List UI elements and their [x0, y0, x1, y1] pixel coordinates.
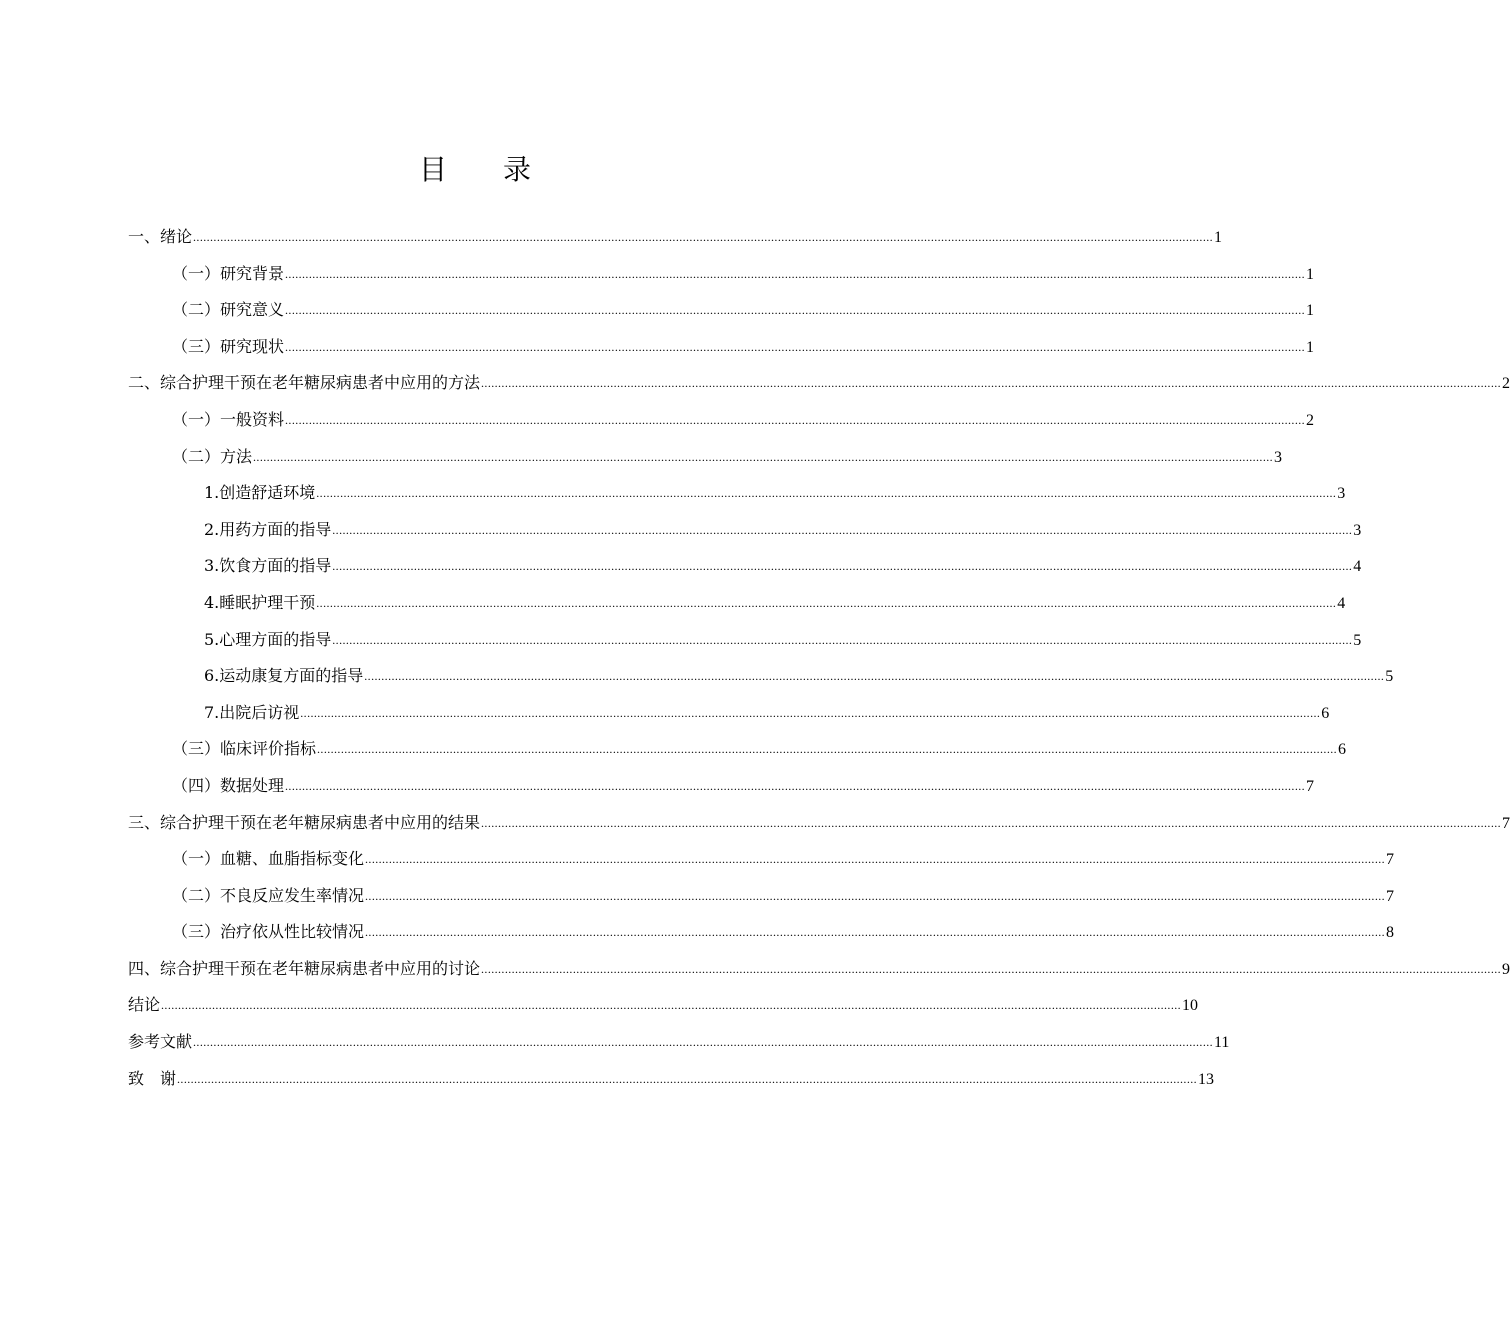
toc-leader-dots: ............................................................................................................................................................................................................................................................................................................ [253, 449, 1274, 464]
toc-entry-page: 1 [1306, 302, 1315, 320]
toc-entry[interactable] [128, 658, 1394, 695]
toc-entry-label: 结论 [128, 995, 161, 1015]
toc-leader-dots: ............................................................................................................................................................................................................................................................................................................ [285, 303, 1306, 318]
toc-entry-label: （三）研究现状 [172, 336, 285, 356]
toc-leader-dots: ............................................................................................................................................................................................................................................................................................................ [364, 669, 1385, 684]
toc-entry-page: 8 [1386, 924, 1395, 942]
toc-entry[interactable] [128, 292, 1315, 329]
toc-leader-dots: ............................................................................................................................................................................................................................................................................................................ [481, 961, 1502, 976]
toc-leader-dots: ............................................................................................................................................................................................................................................................................................................ [161, 998, 1182, 1013]
toc-entry-page: 5 [1385, 668, 1394, 686]
toc-entry[interactable] [128, 329, 1315, 366]
toc-entry-label: （三）治疗依从性比较情况 [172, 922, 365, 942]
toc-entry[interactable] [128, 548, 1362, 585]
toc-entry-label: （二）方法 [172, 446, 253, 466]
toc-entry-page: 3 [1337, 485, 1346, 503]
toc-leader-dots: ............................................................................................................................................................................................................................................................................................................ [316, 595, 1337, 610]
toc-leader-dots: ............................................................................................................................................................................................................................................................................................................ [317, 742, 1338, 757]
toc-entry-page: 7 [1502, 814, 1510, 832]
toc-entry[interactable] [128, 878, 1395, 915]
toc-entry-page: 2 [1502, 375, 1510, 393]
toc-leader-dots: ............................................................................................................................................................................................................................................................................................................ [332, 632, 1353, 647]
toc-entry-page: 1 [1306, 338, 1315, 356]
toc-entry-label: 7.出院后访视 [204, 702, 300, 722]
toc-entry-label: 二、综合护理干预在老年糖尿病患者中应用的方法 [128, 373, 481, 393]
toc-leader-dots: ............................................................................................................................................................................................................................................................................................................ [285, 266, 1306, 281]
toc-entry-page: 7 [1386, 887, 1395, 905]
toc-entry[interactable] [128, 585, 1346, 622]
toc-leader-dots: ............................................................................................................................................................................................................................................................................................................ [316, 486, 1337, 501]
toc-entry-page: 9 [1502, 960, 1510, 978]
toc-entry[interactable] [128, 987, 1199, 1024]
toc-entry[interactable] [128, 805, 1510, 842]
toc-entry-page: 13 [1198, 1070, 1215, 1088]
toc-entry-label: （一）一般资料 [172, 409, 285, 429]
toc-entry[interactable] [128, 768, 1315, 805]
toc-entry[interactable] [128, 402, 1315, 439]
toc-entry[interactable] [128, 695, 1330, 732]
toc-entry-page: 6 [1321, 704, 1330, 722]
toc-entry[interactable] [128, 219, 1223, 256]
toc-leader-dots: ............................................................................................................................................................................................................................................................................................................ [285, 778, 1306, 793]
toc-entry-label: （一）研究背景 [172, 263, 285, 283]
toc-entry-label: 三、综合护理干预在老年糖尿病患者中应用的结果 [128, 812, 481, 832]
toc-leader-dots: ............................................................................................................................................................................................................................................................................................................ [177, 1071, 1198, 1086]
toc-entry-label: 四、综合护理干预在老年糖尿病患者中应用的讨论 [128, 958, 481, 978]
toc-entry-page: 4 [1337, 594, 1346, 612]
table-of-contents [128, 219, 1510, 1097]
toc-entry[interactable] [128, 841, 1395, 878]
toc-entry-label: 2.用药方面的指导 [204, 519, 332, 539]
toc-entry-page: 1 [1214, 229, 1223, 246]
toc-entry-label: （一）血糖、血脂指标变化 [172, 849, 365, 869]
toc-leader-dots: ............................................................................................................................................................................................................................................................................................................ [300, 705, 1321, 720]
toc-entry-page: 7 [1306, 777, 1315, 795]
toc-entry-label: 1.创造舒适环境 [204, 483, 316, 503]
toc-entry[interactable] [128, 731, 1347, 768]
toc-leader-dots: ............................................................................................................................................................................................................................................................................................................ [365, 925, 1386, 940]
toc-entry-label: 5.心理方面的指导 [204, 629, 332, 649]
page-title: 目 录 [418, 153, 531, 186]
toc-leader-dots: ............................................................................................................................................................................................................................................................................................................ [481, 376, 1502, 391]
toc-entry-label: （三）临床评价指标 [172, 739, 317, 759]
toc-entry-page: 6 [1338, 741, 1347, 759]
toc-entry[interactable] [128, 622, 1362, 659]
toc-leader-dots: ............................................................................................................................................................................................................................................................................................................ [365, 852, 1386, 867]
toc-entry-label: 致 谢 [128, 1068, 177, 1088]
toc-entry-label: （二）研究意义 [172, 300, 285, 320]
toc-entry[interactable] [128, 256, 1315, 293]
toc-leader-dots: ............................................................................................................................................................................................................................................................................................................ [285, 412, 1306, 427]
toc-leader-dots: ............................................................................................................................................................................................................................................................................................................ [481, 815, 1502, 830]
toc-entry-label: （四）数据处理 [172, 775, 285, 795]
toc-leader-dots: ............................................................................................................................................................................................................................................................................................................ [365, 888, 1386, 903]
toc-entry[interactable] [128, 475, 1346, 512]
toc-entry-page: 7 [1386, 851, 1395, 869]
toc-leader-dots: ............................................................................................................................................................................................................................................................................................................ [332, 522, 1353, 537]
toc-entry-page: 5 [1353, 631, 1362, 649]
toc-entry[interactable] [128, 951, 1510, 988]
toc-entry-label: 4.睡眠护理干预 [204, 592, 316, 612]
toc-entry-page: 3 [1274, 448, 1283, 466]
toc-entry-label: 参考文献 [128, 1032, 193, 1052]
toc-entry-page: 11 [1214, 1034, 1230, 1052]
toc-entry[interactable] [128, 914, 1395, 951]
toc-leader-dots: ............................................................................................................................................................................................................................................................................................................ [193, 1035, 1214, 1050]
toc-entry-label: 一、绪论 [128, 227, 193, 246]
toc-entry[interactable] [128, 439, 1283, 476]
toc-entry-label: 6.运动康复方面的指导 [204, 666, 364, 686]
toc-entry-label: （二）不良反应发生率情况 [172, 885, 365, 905]
toc-leader-dots: ............................................................................................................................................................................................................................................................................................................ [285, 339, 1306, 354]
toc-leader-dots: ............................................................................................................................................................................................................................................................................................................ [332, 559, 1353, 574]
toc-entry-page: 2 [1306, 411, 1315, 429]
toc-entry[interactable] [128, 365, 1510, 402]
toc-entry-page: 4 [1353, 558, 1362, 576]
toc-entry[interactable] [128, 512, 1362, 549]
toc-entry-page: 10 [1182, 997, 1199, 1015]
toc-entry-label: 3.饮食方面的指导 [204, 556, 332, 576]
toc-entry[interactable] [128, 1024, 1230, 1061]
toc-entry[interactable] [128, 1061, 1215, 1098]
toc-entry-page: 1 [1306, 265, 1315, 283]
toc-entry-page: 3 [1353, 521, 1362, 539]
toc-leader-dots: ............................................................................................................................................................................................................................................................................................................ [193, 230, 1214, 244]
